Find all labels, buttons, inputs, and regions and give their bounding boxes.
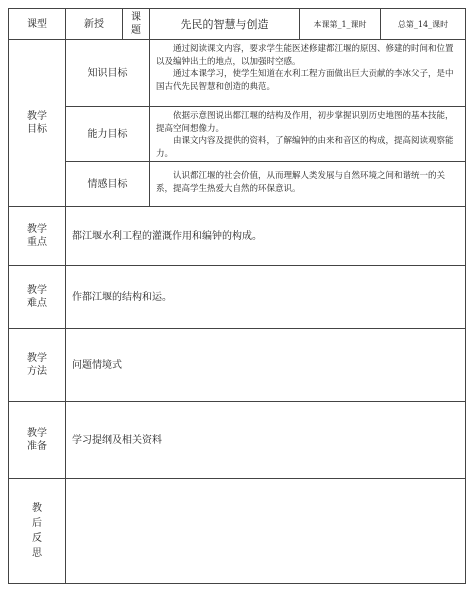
course-type-value: 新授 [65,8,123,40]
methods-label-text: 教学 方法 [27,353,47,377]
knowledge-label: 知识目标 [65,39,150,107]
emotion-line-1: 认识都江堰的社会价值，从而理解人类发展与自然环境之间和谐统一的关系，提高学生热爱大自然的环保意识。 [156,171,446,194]
key-points-label-text: 教学 重点 [27,224,47,248]
methods-label [8,328,66,402]
difficulties-label [8,265,66,329]
knowledge-content [149,39,466,107]
reflection-content[interactable] [65,478,466,584]
label-topic [122,8,150,40]
knowledge-line-1: 通过阅读课文内容，要求学生能医述修建都江堰的原因、修建的时间和位置以及编钟出土的地点，以加强时空感。 [156,44,454,67]
emotion-label: 情感目标 [65,161,150,207]
label-topic-text: 课 题 [131,12,141,36]
methods-content: 问题情境式 [65,328,466,402]
topic-value: 先民的智慧与创造 [149,8,300,40]
preparation-label-text: 教学 准备 [27,428,47,452]
label-course-type: 课型 [8,8,66,40]
total-lesson-number: 总第_14_课时 [380,8,466,40]
ability-content [149,106,466,162]
lesson-number: 本课第_1_课时 [299,8,381,40]
objectives-row-label [8,39,66,207]
difficulties-label-text: 教学 难点 [27,285,47,309]
ability-line-2: 由课文内容及提供的资料，了解编钟的由来和音区的构成，提高阅读观察能力。 [156,136,454,159]
difficulties-content: 作都江堰的结构和运。 [65,265,466,329]
ability-label: 能力目标 [65,106,150,162]
knowledge-line-2: 通过本课学习，使学生知道在水利工程方面做出巨大贡献的李冰父子，是中国古代先民智慧和创造的典范。 [156,69,454,92]
ability-line-1: 依据示意图说出都江堰的结构及作用，初步掌握识别历史地图的基本技能，提高空间想像力。 [156,111,454,134]
preparation-label [8,401,66,479]
reflection-label [8,478,66,584]
preparation-content: 学习提纲及相关资料 [65,401,466,479]
objectives-label-text: 教学 目标 [27,111,47,135]
reflection-label-text: 教 后 反 思 [32,503,42,559]
key-points-content: 都江堰水利工程的灌溉作用和编钟的构成。 [65,206,466,266]
emotion-content [149,161,466,207]
key-points-label [8,206,66,266]
